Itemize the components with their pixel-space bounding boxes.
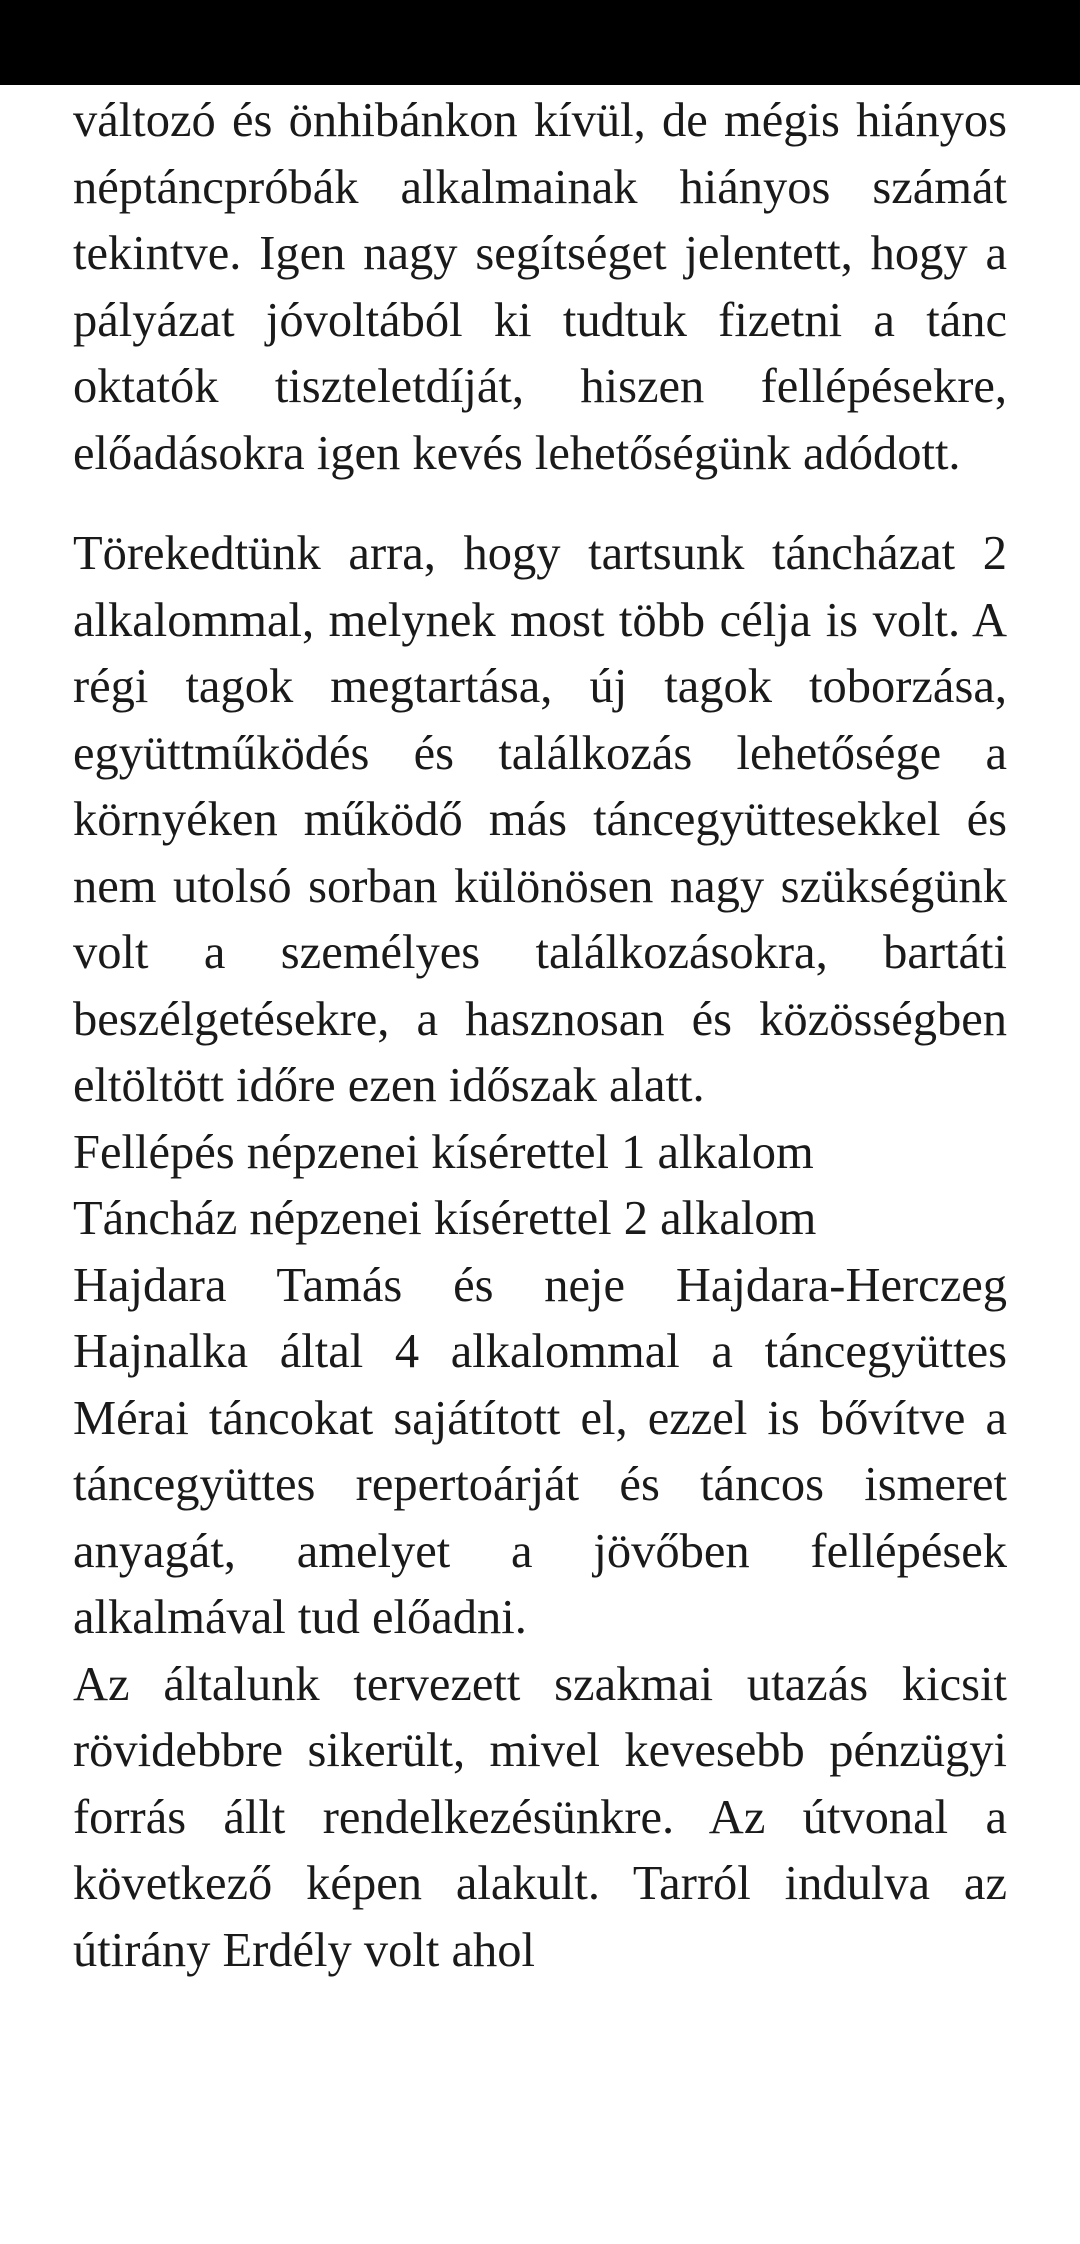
paragraph-4: Az általunk tervezett szakmai utazás kicsit rövidebbre sikerült, mivel kevesebb pénzügyi forrás állt rendelkezésünkre. Az útvonal a következő képen alakult. Tarról indulva az útirány Erdély volt ahol — [73, 1657, 1007, 1977]
list-line-dance-house: Táncház népzenei kísérettel 2 alkalom — [73, 1192, 817, 1245]
paragraph-3: Hajdara Tamás és neje Hajdara-Herczeg Hajnalka által 4 alkalommal a táncegyüttes Mérai táncokat sajátított el, ezzel is bővítve a táncegyüttes repertoárját és táncos ismeret anyagát, amelyet a jövőben fellépések alkalmával tud előadni. — [73, 1258, 1007, 1644]
status-bar — [0, 0, 1080, 85]
list-line-performance: Fellépés népzenei kísérettel 1 alkalom — [73, 1125, 814, 1179]
document-body[interactable] — [73, 88, 1007, 1984]
paragraph-1: változó és önhibánkon kívül, de mégis hiányos néptáncpróbák alkalmainak hiányos számát tekintve. Igen nagy segítséget jelentett, hogy a pályázat jóvoltából ki tudtuk fizetni a tánc oktatók tiszteletdíját, hiszen fellépésekre, előadásokra igen kevés lehetőségünk adódott. — [73, 94, 1007, 480]
paragraph-2: Törekedtünk arra, hogy tartsunk táncházat 2 alkalommal, melynek most több célja is volt. A régi tagok megtartása, új tagok toborzása, együttműködés és találkozás lehetősége a környéken működő más táncegyüttesekkel és nem utolsó sorban különösen nagy szükségünk volt a személyes találkozásokra, bartáti beszélgetésekre, a hasznosan és közösségben eltöltött időre ezen időszak alatt. — [73, 527, 1007, 1112]
